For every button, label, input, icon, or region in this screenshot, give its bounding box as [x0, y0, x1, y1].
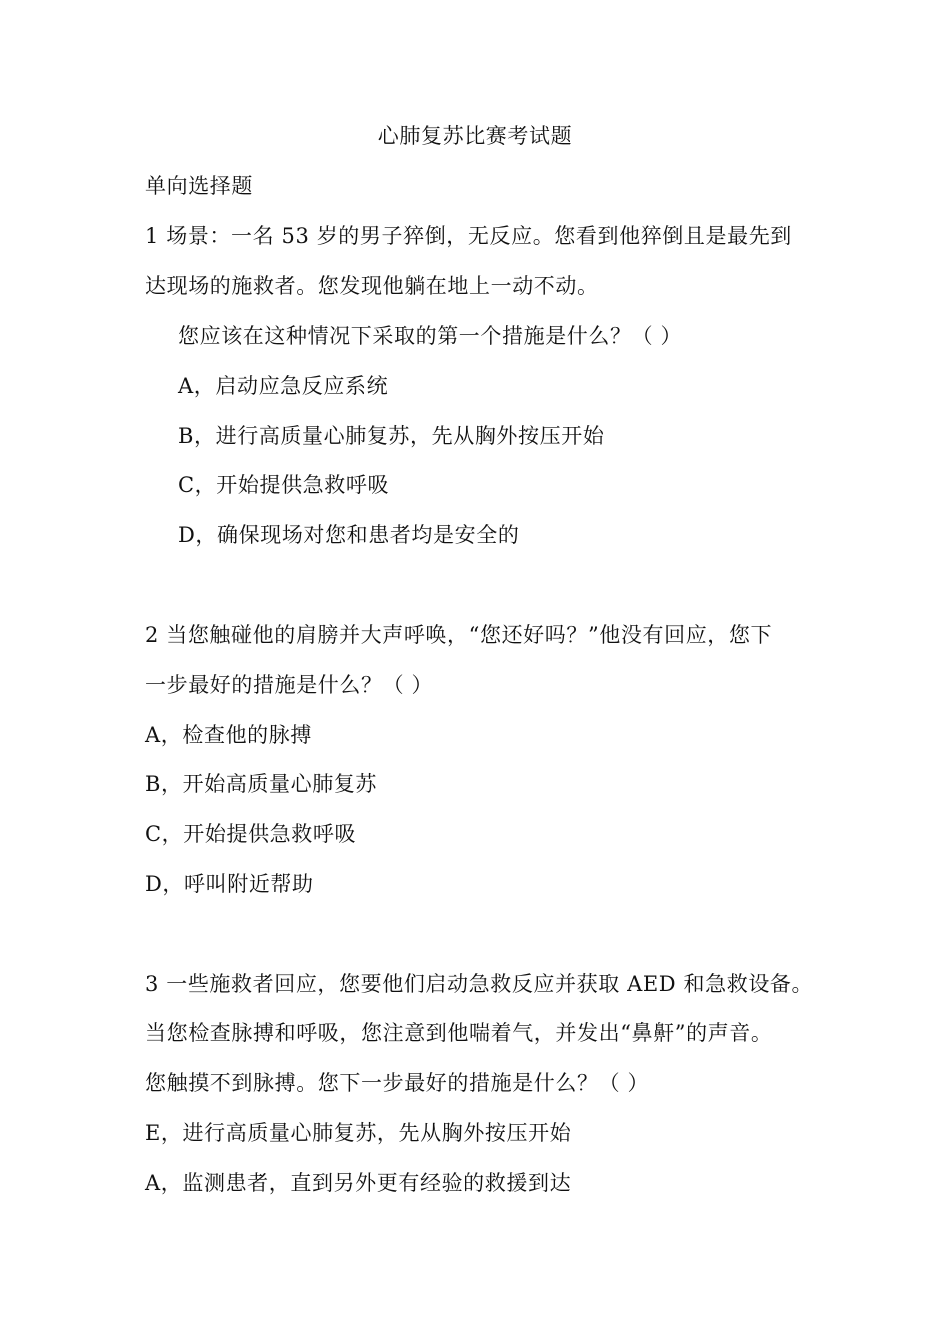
- question-3-option-a: A，监测患者，直到另外更有经验的救援到达: [145, 1171, 572, 1195]
- question-2-option-d: D，呼叫附近帮助: [145, 872, 314, 896]
- question-1-prompt: 您应该在这种情况下采取的第一个措施是什么？（ ）: [178, 324, 683, 348]
- question-3-line-3: 您触摸不到脉搏。您下一步最好的措施是什么？（ ）: [145, 1071, 650, 1095]
- question-1-option-d: D，确保现场对您和患者均是安全的: [178, 523, 520, 547]
- page-title: 心肺复苏比赛考试题: [377, 124, 573, 148]
- section-heading: 单向选择题: [145, 174, 253, 198]
- question-3-line-2: 当您检查脉搏和呼吸，您注意到他喘着气，并发出“鼻鼾”的声音。: [145, 1021, 773, 1045]
- question-1-line-2: 达现场的施救者。您发现他躺在地上一动不动。: [145, 274, 599, 298]
- question-2-line-1: 2 当您触碰他的肩膀并大声呼唤，“您还好吗？”他没有回应，您下: [145, 623, 773, 647]
- question-1-option-b: B，进行高质量心肺复苏，先从胸外按压开始: [178, 424, 605, 448]
- question-1-line-1: 1 场景：一名 53 岁的男子猝倒，无反应。您看到他猝倒且是最先到: [145, 224, 792, 248]
- question-3-line-1: 3 一些施救者回应，您要他们启动急救反应并获取 AED 和急救设备。: [145, 972, 814, 996]
- question-1-option-c: C，开始提供急救呼吸: [178, 473, 390, 497]
- question-3-option-e: E，进行高质量心肺复苏，先从胸外按压开始: [145, 1121, 572, 1145]
- question-2-option-c: C，开始提供急救呼吸: [145, 822, 357, 846]
- question-2-option-b: B，开始高质量心肺复苏: [145, 772, 378, 796]
- question-2-line-2: 一步最好的措施是什么？（ ）: [145, 673, 434, 697]
- question-2-option-a: A，检查他的脉搏: [145, 723, 312, 747]
- question-1-option-a: A，启动应急反应系统: [178, 374, 389, 398]
